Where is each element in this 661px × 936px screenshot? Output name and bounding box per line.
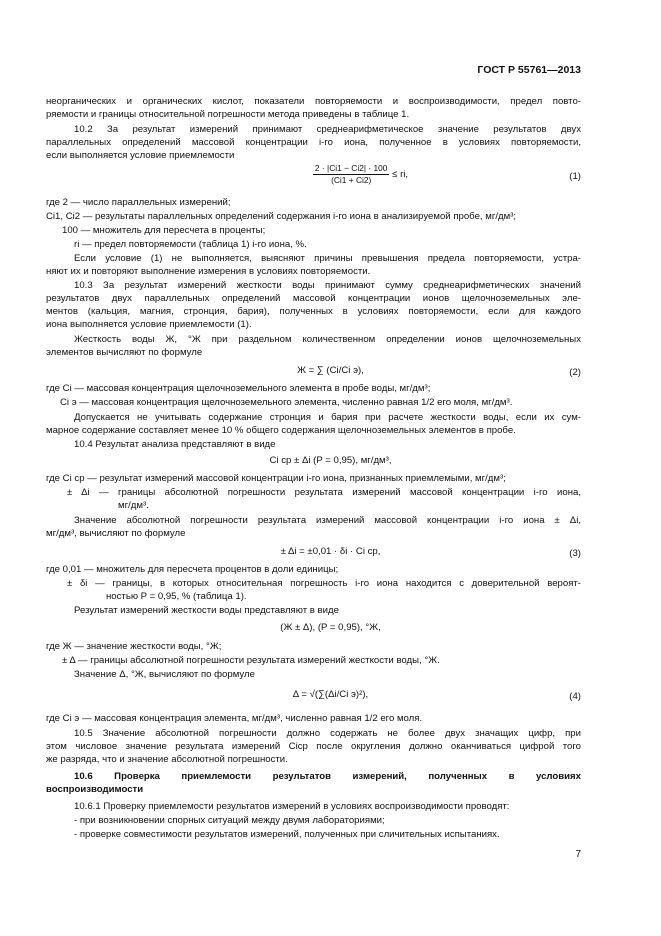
section-heading: 10.6 Проверка приемлемости результатов измерений, полученных в условиях (74, 771, 581, 782)
text-line: иона выполняется условие приемлемости (1). (46, 319, 252, 330)
text-line: неорганических и органических кислот, показатели повторяемости и воспроизводимости, предел повто- (46, 96, 581, 107)
text-line: ментов (кальция, магния, стронция, бария), полученных в условиях повторяемости, если для каждого (46, 306, 581, 317)
text-line: где Ci ср — результат измерений массовой концентрации i-го иона, признанных приемлемыми, мг/дм³; (46, 473, 506, 484)
equation-1 (30, 163, 661, 186)
text-line: ностью P = 0,95, % (таблица 1). (106, 591, 247, 602)
text-line: ± Δ — границы абсолютной погрешности результата измерений жесткости воды, °Ж. (62, 655, 440, 666)
text-line: ряемости и границы относительной погрешности метода приведены в таблице 1. (46, 109, 410, 120)
section-heading: воспроизводимости (46, 784, 144, 795)
text-line: этом числовое значение результата измерений Ciср после округления должно оканчиваться цифрой того (46, 741, 581, 752)
text-line: ± δi — границы, в которых относительная погрешность i-го иона находится с доверительной вероят- (67, 578, 581, 589)
text-line: мг/дм³. (118, 500, 149, 511)
text-line: где Ci — массовая концентрация щелочноземельного элемента в пробе воды, мг/дм³; (46, 383, 431, 394)
eq1-rhs: ≤ ri, (392, 169, 409, 181)
text-line: марное содержание составляет менее 10 % общего содержания щелочноземельных элементов в пробе. (46, 425, 516, 436)
text-line: где 0,01 — множитель для пересчета процентов в доли единицы; (46, 564, 339, 575)
page-number: 7 (575, 849, 581, 860)
text-line: Ci1, Ci2 — результаты параллельных определений содержания i-го иона в анализируемой пробе, мг/дм³; (46, 211, 517, 222)
text-line: если выполняется условие приемлемости (46, 150, 235, 161)
text-line: Ci э — массовая концентрация щелочноземельного элемента, численно равная 1/2 его моля, мг/дм³. (60, 397, 513, 408)
text-line: 10.4 Результат анализа представляют в виде (74, 439, 276, 450)
equation-result-form: Ci ср ± Δi (P = 0,95), мг/дм³, (269, 455, 392, 466)
text-line: элементов вычисляют по формуле (46, 347, 203, 358)
text-line: Значение Δ, °Ж, вычисляют по формуле (74, 669, 255, 680)
text-line: 10.3 За результат измерений жесткости воды принимают сумму среднеарифметических значений (74, 280, 581, 291)
text-line: 10.2 За результат измерений принимают среднеарифметическое значение результатов двух (74, 124, 581, 135)
equation-4: Δ = √(∑(Δi/Ci э)²), (292, 689, 369, 700)
equation-3: ± Δi = ±0,01 · δi · Ci ср, (280, 546, 381, 557)
text-line: 10.6.1 Проверку приемлемости результатов измерений в условиях воспроизводимости проводят: (74, 801, 510, 812)
equation-number: (4) (569, 691, 581, 702)
eq1-numerator: 2 · |Ci1 − Ci2| · 100 (314, 163, 388, 173)
list-item: - при возникновении спорных ситуаций между двумя лабораториями; (74, 815, 385, 826)
text-line: няют их и повторяют выполнение измерения в условиях повторяемости. (46, 266, 371, 277)
text-line: Жесткость воды Ж, °Ж при раздельном количественном определении ионов щелочноземельных (74, 334, 581, 345)
text-line: результатов двух параллельных определений массовой концентрации ионов щелочноземельных эле- (46, 293, 581, 304)
text-line: же разряда, что и значение абсолютной погрешности. (46, 754, 288, 765)
eq1-denominator: (Ci1 + Ci2) (331, 175, 372, 185)
text-line: Результат измерений жесткости воды представляют в виде (74, 605, 339, 616)
text-line: 100 — множитель для пересчета в проценты; (62, 225, 266, 236)
equation-number: (1) (569, 171, 581, 182)
text-line: где Ci э — массовая концентрация элемента, мг/дм³, численно равная 1/2 его моля. (46, 713, 423, 724)
text-line: ± Δi — границы абсолютной погрешности результата измерений массовой концентрации i-го иона, (67, 487, 581, 498)
document-header: ГОСТ Р 55761—2013 (477, 64, 581, 76)
text-line: 10.5 Значение абсолютной погрешности должно содержать не более двух значащих цифр, при (74, 728, 581, 739)
text-line: параллельных определений массовой концентрации i-го иона, полученное в условиях повторяемости, (46, 137, 581, 148)
text-line: мг/дм³, вычисляют по формуле (46, 528, 186, 539)
text-line: ri — предел повторяемости (таблица 1) i-го иона, %. (74, 239, 307, 250)
equation-hardness-form: (Ж ± Δ), (P = 0,95), °Ж, (280, 622, 381, 633)
equation-number: (2) (569, 367, 581, 378)
equation-number: (3) (569, 548, 581, 559)
text-line: Если условие (1) не выполняется, выясняют причины превышения предела повторяемости, устра- (74, 253, 581, 264)
list-item: - проверке совместимости результатов измерений, полученных при сличительных испытаниях. (74, 829, 500, 840)
text-line: Значение абсолютной погрешности результата измерений массовой концентрации i-го иона ± Δi, (74, 515, 581, 526)
equation-2: Ж = ∑ (Ci/Ci э), (297, 365, 364, 376)
text-line: где Ж — значение жесткости воды, °Ж; (46, 641, 222, 652)
text-line: где 2 — число параллельных измерений; (46, 197, 231, 208)
text-line: Допускается не учитывать содержание стронция и бария при расчете жесткости воды, если их сум- (74, 412, 581, 423)
